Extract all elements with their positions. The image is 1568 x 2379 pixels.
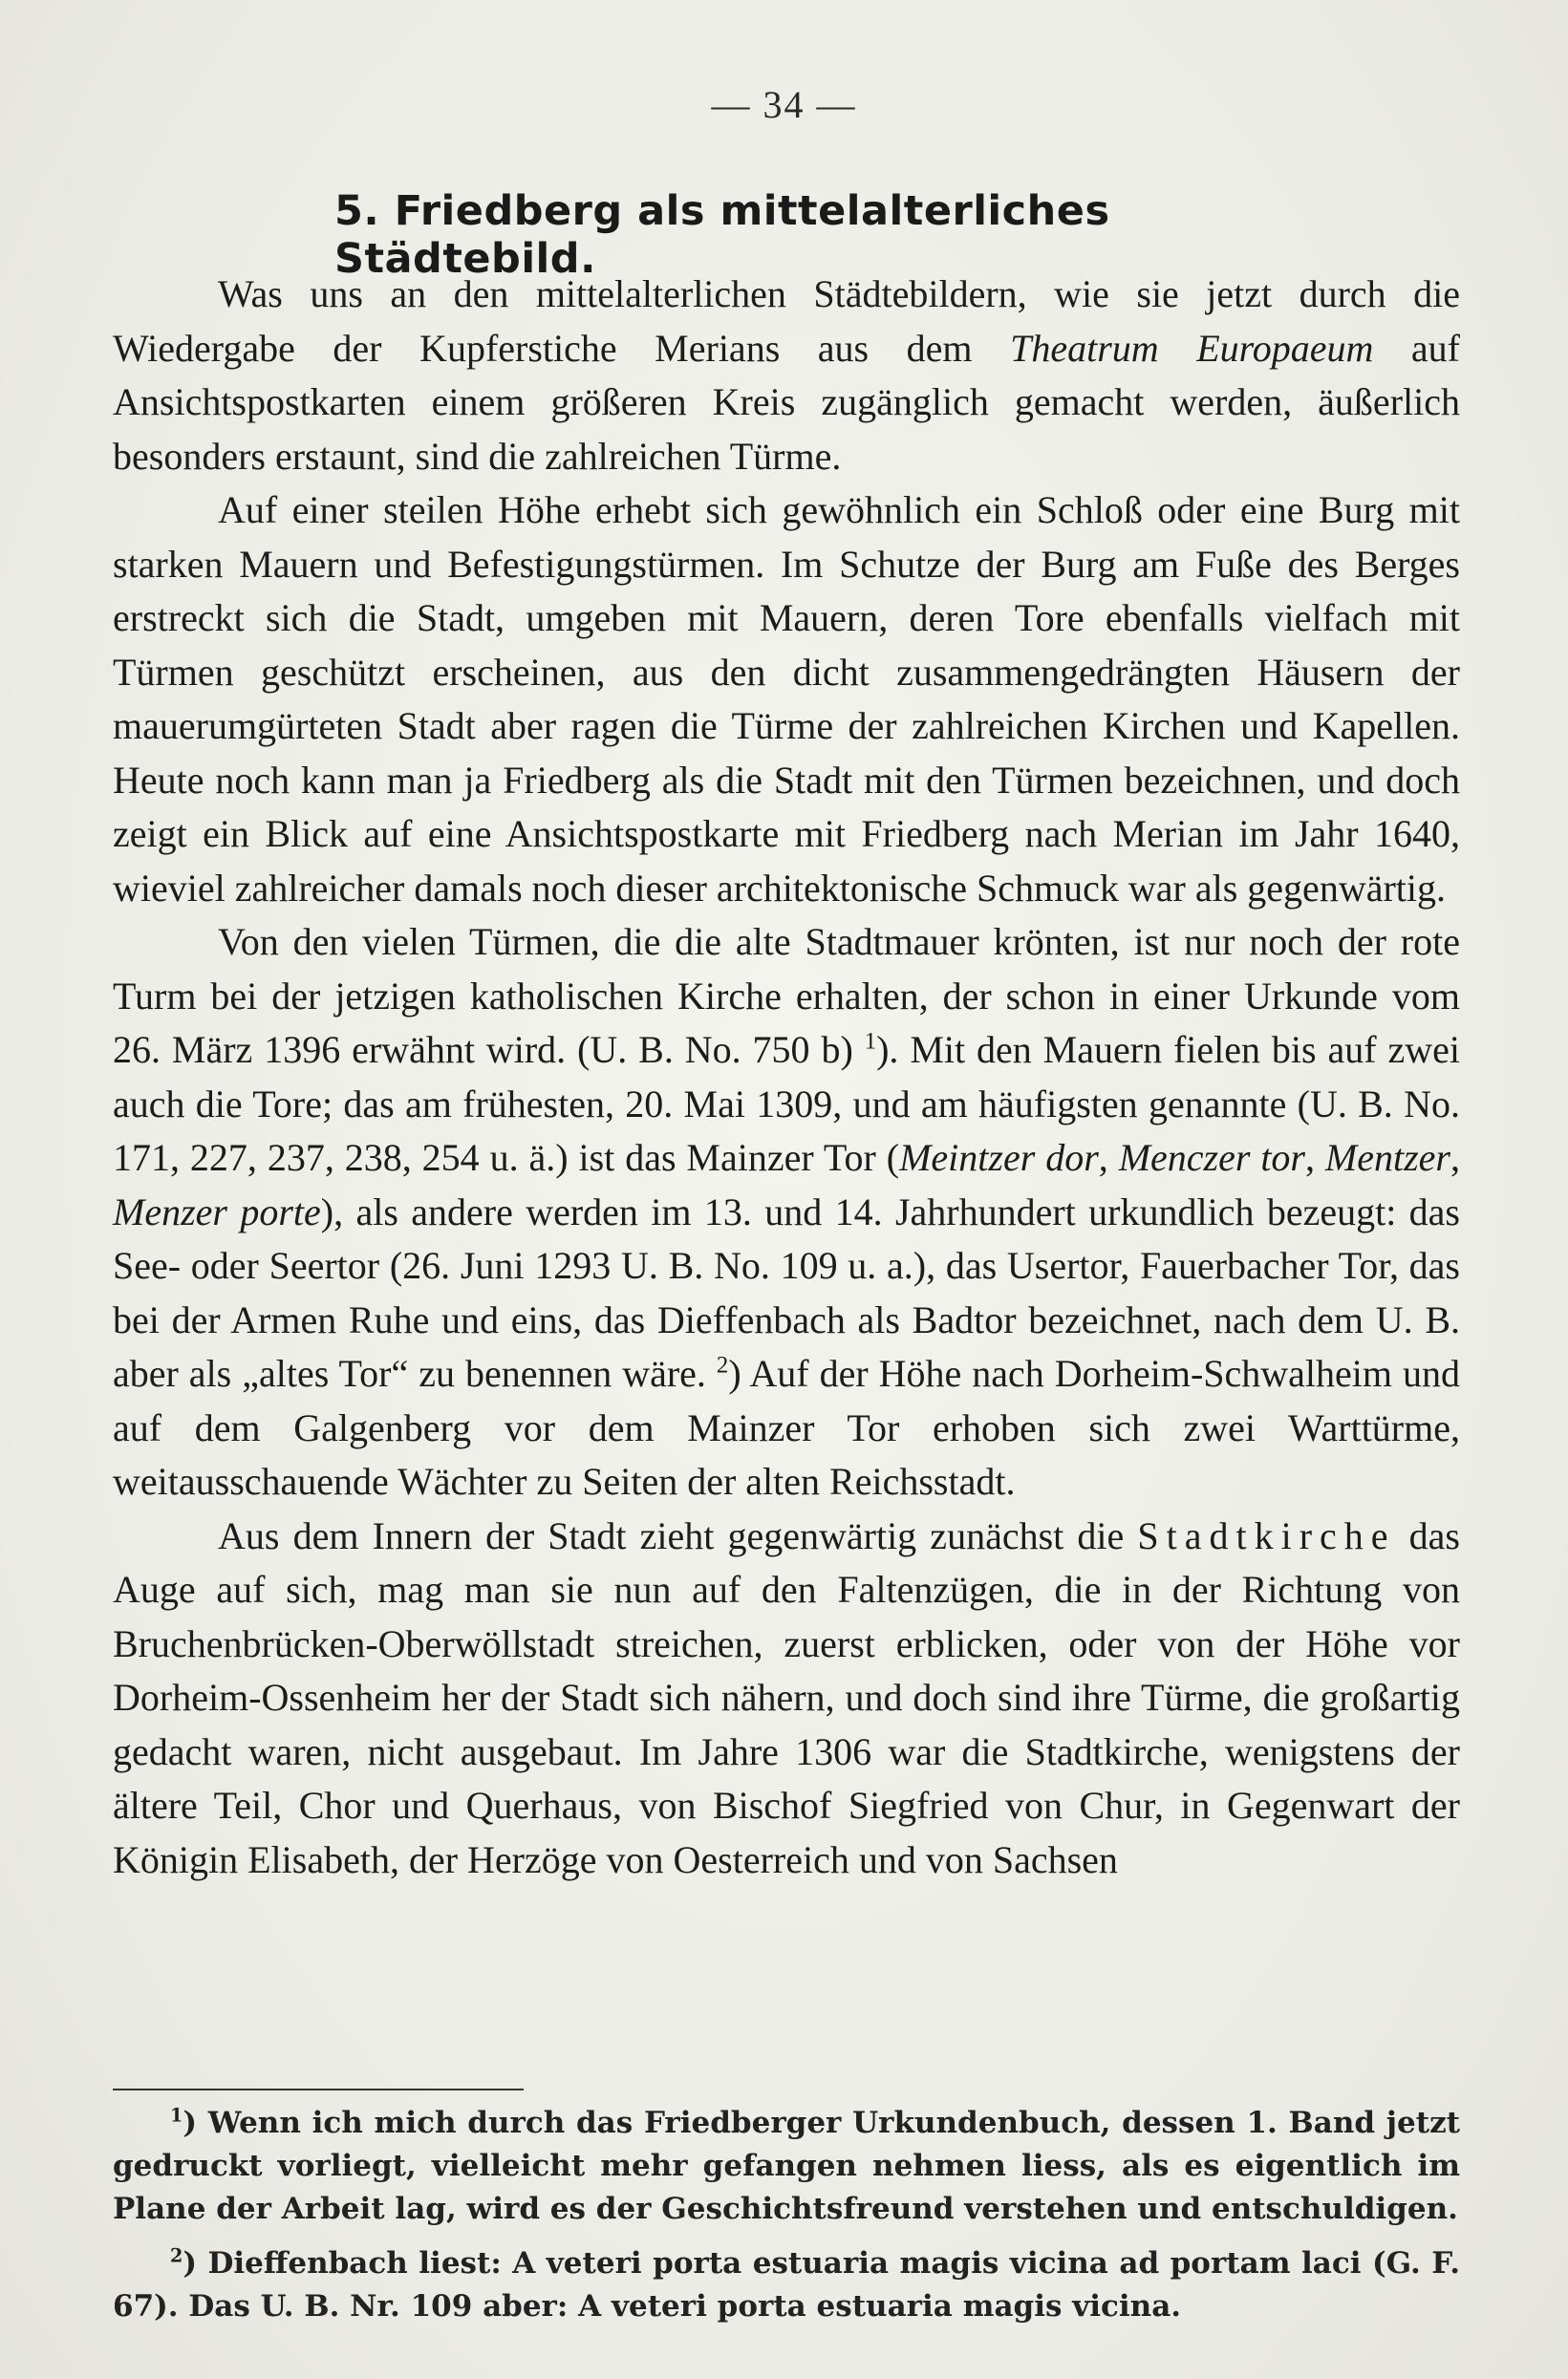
paragraph-3-text-f: ), als andere werden im 13. und 14. Jahrhundert urkundlich bezeugt: das See- oder Seertor (26. Juni 1293 U. B. No. 109 u. a.), das Usertor, Fauerbacher Tor, das bei der Armen Ruhe und eins, das Dieffenbach als Badtor bezeichnet, nach dem U. B. aber als „altes Tor“ zu benennen wäre.	[113, 1190, 1460, 1395]
footnotes	[113, 2102, 1460, 2328]
footnote-2-text: ) Dieffenbach liest: A veteri porta estuaria magis vicina ad portam laci (G. F. 67). Das U. B. Nr. 109 aber: A veteri porta estuaria magis vicina.	[113, 2246, 1460, 2324]
paragraph-3-text-b: ). Mit den Mauern fielen bis auf zwei auch die Tore; das am frühesten, 20. Mai 1309, und am häufigsten genannte (U. B. No. 171, 227, 237, 238, 254 u. ä.) ist das Mainzer Tor (	[113, 1028, 1461, 1179]
paragraph-3-text-e: ,	[1450, 1136, 1460, 1179]
footnote-1-text: ) Wenn ich mich durch das Friedberger Urkundenbuch, dessen 1. Band jetzt gedruckt vorliegt, vielleicht mehr gefangen nehmen liess, als es eigentlich im Plane der Arbeit lag, wird es der Geschichtsfreund verstehen und entschuldigen.	[113, 2106, 1460, 2226]
paragraph-3-italic-1: Meintzer dor	[899, 1136, 1099, 1179]
paragraph-4	[113, 1510, 1460, 1888]
paragraph-3-text-a: Von den vielen Türmen, die die alte Stadtmauer krönten, ist nur noch der rote Turm bei der jetzigen katholischen Kirche erhalten, der schon in einer Urkunde vom 26. März 1396 erwähnt wird. (U. B. No. 750 b)	[113, 920, 1460, 1071]
footnote-ref-2: 2	[716, 1352, 729, 1379]
paragraph-1-text-a: Was uns an den mittelalterlichen Städtebildern, wie sie jetzt durch die Wiedergabe der Kupferstiche Merians aus dem	[113, 272, 1460, 370]
footnote-ref-1: 1	[864, 1028, 877, 1055]
paragraph-2: Auf einer steilen Höhe erhebt sich gewöhnlich ein Schloß oder eine Burg mit starken Mauern und Befestigungstürmen. Im Schutze der Burg am Fuße des Berges erstreckt sich die Stadt, umgeben mit Mauern, deren Tore ebenfalls vielfach mit Türmen geschützt erscheinen, aus den dicht zusammengedrängten Häusern der mauerumgürteten Stadt aber ragen die Türme der zahlreichen Kirchen und Kapellen. Heute noch kann man ja Friedberg als die Stadt mit den Türmen bezeichnen, und doch zeigt ein Blick auf eine Ansichtspostkarte mit Friedberg nach Merian im Jahr 1640, wieviel zahlreicher damals noch dieser architektonische Schmuck war als gegenwärtig.	[113, 488, 1460, 910]
paragraph-4-spaced-word: Stadtkirche	[1137, 1513, 1396, 1557]
paragraph-3-italic-4: Menzer porte	[113, 1190, 321, 1233]
paragraph-1	[113, 268, 1460, 483]
paragraph-3-text-d: ,	[1305, 1136, 1325, 1179]
footnote-2	[113, 2242, 1460, 2328]
section-heading: 5. Friedberg als mittelalterliches Städtebild.	[334, 187, 1110, 283]
footnote-2-mark: 2	[170, 2244, 183, 2267]
paragraph-3-text-g: ) Auf der Höhe nach Dorheim-Schwalheim und auf dem Galgenberg vor dem Mainzer Tor erhoben sich zwei Warttürme, weitausschauende Wächter zu Seiten der alten Reichsstadt.	[113, 1352, 1460, 1503]
paragraph-4-text-a: Aus dem Innern der Stadt zieht gegenwärtig zunächst die	[218, 1513, 1138, 1557]
paragraph-1-text-b: auf Ansichtspostkarten einem größeren Kreis zugänglich gemacht werden, äußerlich besonders erstaunt, sind die zahlreichen Türme.	[113, 326, 1460, 478]
paragraph-1-italic-title: Theatrum Europaeum	[1010, 326, 1374, 370]
footnote-divider	[113, 2089, 524, 2090]
footnote-1-mark: 1	[170, 2104, 183, 2127]
paragraph-3-text-c: ,	[1098, 1136, 1119, 1179]
page-number: — 34 —	[711, 83, 857, 126]
paragraph-3-italic-2: Menczer tor	[1118, 1136, 1305, 1179]
paragraph-3	[113, 915, 1460, 1510]
paragraph-4-text-b: das Auge auf sich, mag man sie nun auf den Faltenzügen, die in der Richtung von Bruchenbrücken-Oberwöllstadt streichen, zuerst erblicken, oder von der Höhe vor Dorheim-Ossenheim her der Stadt sich nähern, und doch sind ihre Türme, die großartig gedacht waren, nicht ausgebaut. Im Jahre 1306 war die Stadtkirche, wenigstens der ältere Teil, Chor und Querhaus, von Bischof Siegfried von Chur, in Gegenwart der Königin Elisabeth, der Herzöge von Oesterreich und von Sachsen	[113, 1513, 1460, 1881]
body-text	[113, 268, 1460, 1887]
footnote-1	[113, 2102, 1460, 2231]
paragraph-3-italic-3: Mentzer	[1324, 1136, 1450, 1179]
